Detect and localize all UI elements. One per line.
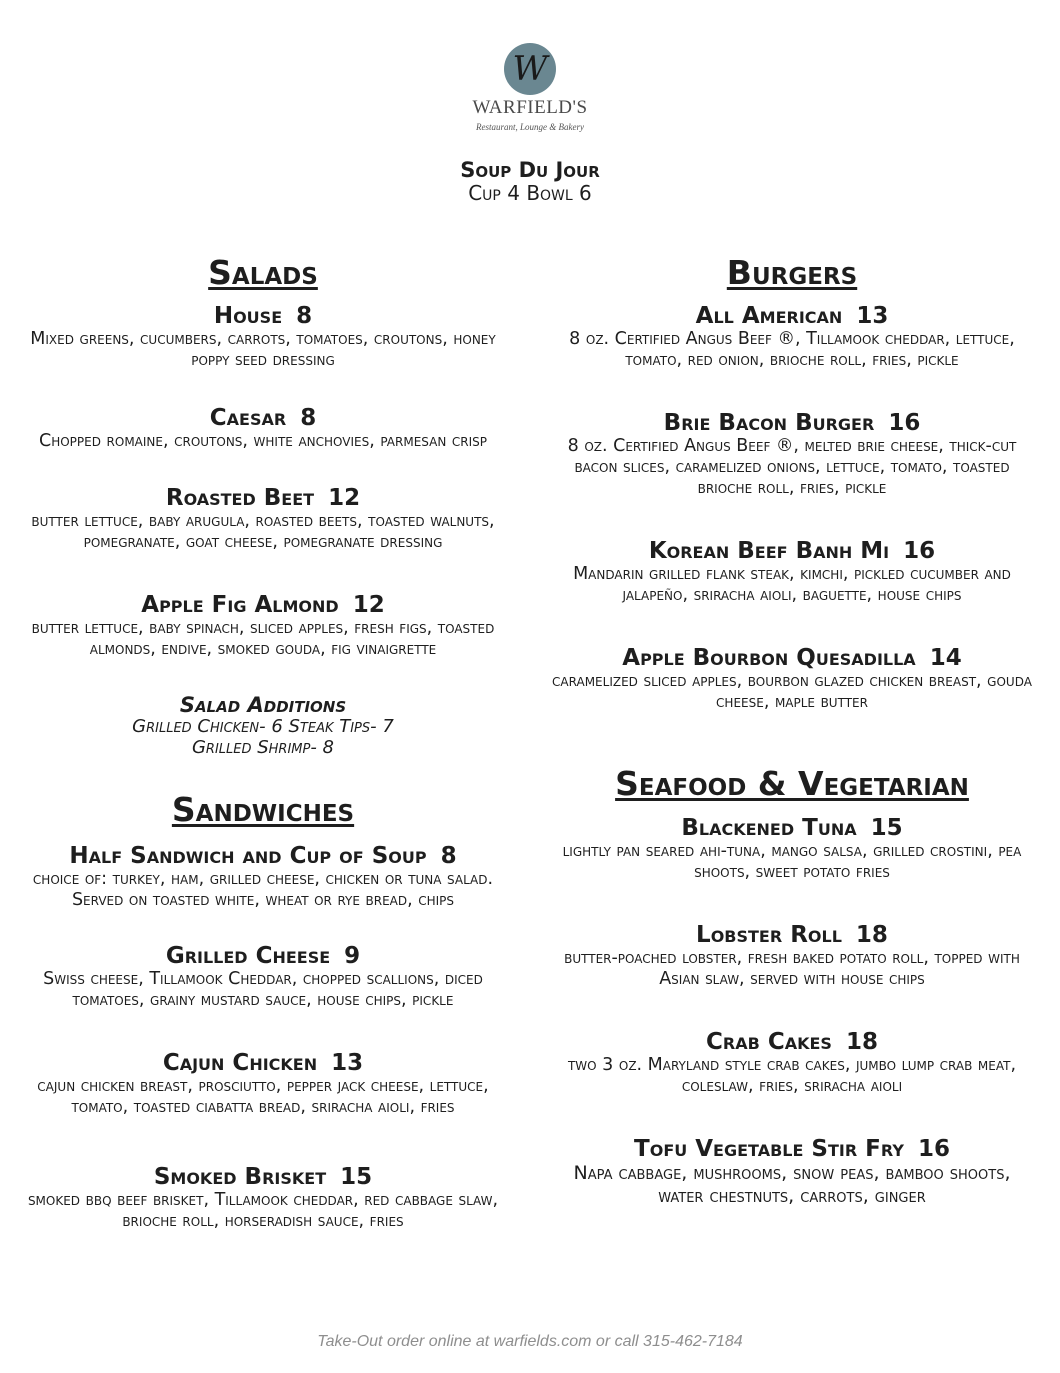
item-description: choice of: turkey, ham, grilled cheese, chicken or tuna salad. Served on toasted white, wheat or rye bread, chips bbox=[32, 869, 494, 910]
salad-additions-line: Grilled Shrimp- 8 bbox=[191, 737, 335, 758]
item-name: Grilled Cheese bbox=[165, 943, 331, 969]
item-price: 16 bbox=[903, 538, 936, 564]
burgers-heading: Burgers bbox=[726, 253, 858, 292]
item-description: Mixed greens, cucumbers, carrots, tomatoes, croutons, honey poppy seed dressing bbox=[30, 329, 496, 370]
item-price: 13 bbox=[856, 303, 889, 329]
menu-item bbox=[20, 1164, 506, 1232]
item-description: caramelized sliced apples, bourbon glazed chicken breast, gouda cheese, maple butter bbox=[552, 671, 1032, 712]
menu-item bbox=[548, 538, 1036, 606]
menu-item bbox=[20, 485, 506, 553]
menu-item bbox=[20, 405, 506, 452]
item-description: lightly pan seared ahi-tuna, mango salsa, grilled crostini, pea shoots, sweet potato fries bbox=[562, 841, 1022, 882]
restaurant-name: WARFIELD'S bbox=[472, 97, 588, 118]
sandwiches-heading: Sandwiches bbox=[171, 790, 355, 829]
item-price: 8 bbox=[440, 843, 457, 869]
salad-additions-title: Salad Additions bbox=[179, 693, 347, 717]
item-name: Caesar bbox=[209, 405, 287, 431]
item-price: 9 bbox=[344, 943, 361, 969]
logo-emblem bbox=[504, 43, 556, 95]
item-price: 12 bbox=[328, 485, 361, 511]
item-name: Half Sandwich and Cup of Soup bbox=[69, 843, 427, 869]
menu-item bbox=[20, 943, 506, 1011]
item-price: 18 bbox=[855, 922, 888, 948]
item-name: Cajun Chicken bbox=[162, 1050, 318, 1076]
item-name: Korean Beef Banh Mi bbox=[648, 538, 890, 564]
logo-letter: W bbox=[512, 49, 548, 89]
item-price: 15 bbox=[870, 815, 903, 841]
item-description: 8 oz. Certified Angus Beef ®, melted brie cheese, thick-cut bacon slices, caramelized onions, lettuce, tomato, toasted brioche roll, fries, pickle bbox=[567, 436, 1017, 498]
item-price: 18 bbox=[845, 1029, 878, 1055]
soup-du-jour bbox=[0, 158, 1060, 204]
item-name: Apple Fig Almond bbox=[141, 592, 339, 618]
soup-prices: Cup 4 Bowl 6 bbox=[468, 181, 592, 205]
item-name: Tofu Vegetable Stir Fry bbox=[634, 1136, 904, 1162]
menu-item bbox=[548, 815, 1036, 883]
item-name: All American bbox=[695, 303, 843, 329]
item-description: two 3 oz. Maryland style crab cakes, jumbo lump crab meat, coleslaw, fries, sriracha aioli bbox=[567, 1055, 1017, 1096]
menu-item bbox=[548, 1136, 1036, 1208]
item-price: 12 bbox=[352, 592, 385, 618]
item-price: 13 bbox=[331, 1050, 364, 1076]
menu-item bbox=[548, 922, 1036, 990]
item-description: butter-poached lobster, fresh baked potato roll, topped with Asian slaw, served with house chips bbox=[564, 948, 1020, 989]
item-price: 8 bbox=[300, 405, 317, 431]
item-description: smoked bbq beef brisket, Tillamook cheddar, red cabbage slaw, brioche roll, horseradish sauce, fries bbox=[27, 1190, 499, 1231]
item-price: 15 bbox=[340, 1164, 373, 1190]
takeout-footer: Take-Out order online at warfields.com or call 315-462-7184 bbox=[317, 1333, 743, 1350]
item-name: Brie Bacon Burger bbox=[663, 410, 875, 436]
item-description: 8 oz. Certified Angus Beef ®, Tillamook cheddar, lettuce, tomato, red onion, brioche roll, fries, pickle bbox=[569, 329, 1015, 370]
menu-item bbox=[20, 843, 506, 911]
item-name: Roasted Beet bbox=[165, 485, 315, 511]
item-name: Lobster Roll bbox=[696, 922, 842, 948]
item-name: House bbox=[213, 303, 283, 329]
item-name: Apple Bourbon Quesadilla bbox=[622, 645, 916, 671]
item-price: 16 bbox=[917, 1136, 950, 1162]
menu-item bbox=[548, 303, 1036, 371]
item-description: Mandarin grilled flank steak, kimchi, pickled cucumber and jalapeño, sriracha aioli, baguette, house chips bbox=[573, 564, 1011, 605]
item-name: Blackened Tuna bbox=[681, 815, 857, 841]
menu-item bbox=[20, 303, 506, 371]
salad-additions-line: Grilled Chicken- 6 Steak Tips- 7 bbox=[132, 716, 394, 737]
menu-item bbox=[548, 410, 1036, 499]
salad-additions bbox=[20, 694, 506, 758]
item-description: Chopped romaine, croutons, white anchovies, parmesan crisp bbox=[38, 431, 487, 451]
seafood-heading: Seafood & Vegetarian bbox=[615, 764, 969, 803]
item-description: butter lettuce, baby arugula, roasted beets, toasted walnuts, pomegranate, goat cheese, pomegranate dressing bbox=[31, 511, 495, 552]
item-price: 8 bbox=[296, 303, 313, 329]
menu-item bbox=[20, 1050, 506, 1118]
item-description: butter lettuce, baby spinach, sliced apples, fresh figs, toasted almonds, endive, smoked gouda, fig vinaigrette bbox=[31, 618, 495, 659]
item-description: Swiss cheese, Tillamook Cheddar, chopped scallions, diced tomatoes, grainy mustard sauce, house chips, pickle bbox=[43, 969, 483, 1010]
menu-item bbox=[20, 592, 506, 660]
soup-title: Soup Du Jour bbox=[460, 158, 600, 182]
menu-item bbox=[548, 645, 1036, 713]
item-name: Smoked Brisket bbox=[153, 1164, 327, 1190]
item-price: 14 bbox=[929, 645, 962, 671]
item-name: Crab Cakes bbox=[706, 1029, 832, 1055]
item-price: 16 bbox=[888, 410, 921, 436]
restaurant-tagline: Restaurant, Lounge & Bakery bbox=[476, 122, 584, 132]
item-description: cajun chicken breast, prosciutto, pepper jack cheese, lettuce, tomato, toasted ciabatta bread, sriracha aioli, fries bbox=[37, 1076, 489, 1117]
restaurant-logo bbox=[0, 40, 1060, 132]
salads-heading: Salads bbox=[208, 253, 318, 292]
menu-item bbox=[548, 1029, 1036, 1097]
item-description: Napa cabbage, mushrooms, snow peas, bamboo shoots, water chestnuts, carrots, ginger bbox=[573, 1162, 1011, 1207]
